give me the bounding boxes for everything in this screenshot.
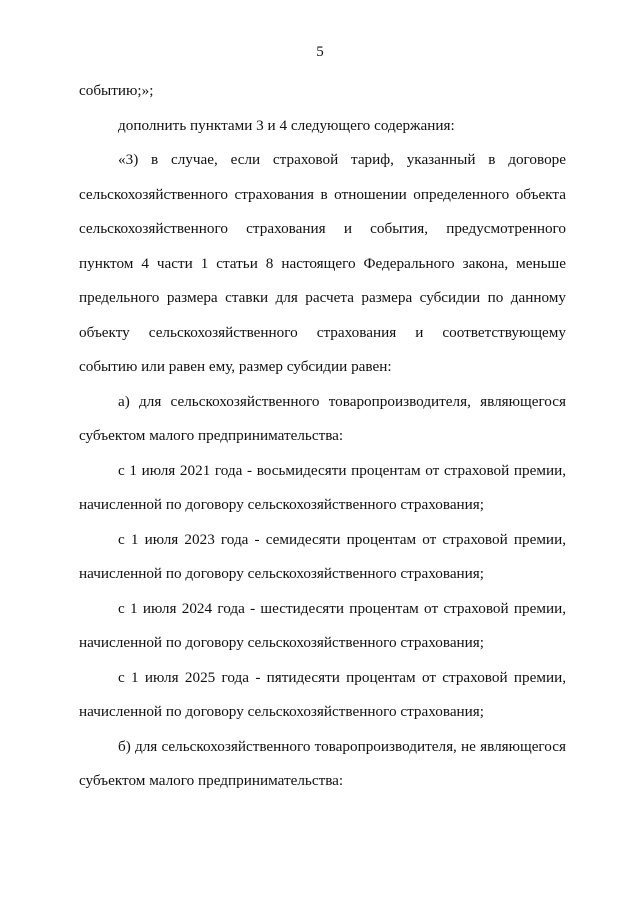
paragraph-rate-2023: с 1 июля 2023 года - семидесяти процентам от страховой премии, начисленной по договору сельскохозяйственного страхования; bbox=[79, 530, 566, 582]
paragraph-subpoint-b: б) для сельскохозяйственного товаропроизводителя, не являющегося субъектом малого предпринимательства: bbox=[79, 737, 566, 789]
document-body bbox=[79, 74, 566, 799]
paragraph-rate-2024: с 1 июля 2024 года - шестидесяти процентам от страховой премии, начисленной по договору сельскохозяйственного страхования; bbox=[79, 599, 566, 651]
paragraph-rate-2025: с 1 июля 2025 года - пятидесяти процентам от страховой премии, начисленной по договору сельскохозяйственного страхования; bbox=[79, 668, 566, 720]
paragraph-point-3: «3) в случае, если страховой тариф, указанный в договоре сельскохозяйственного страхования в отношении определенного объекта сельскохозяйственного страхования и события, предусмотренного пунктом 4 части 1 статьи 8 настоящего Федерального закона, меньше предельного размера ставки для расчета размера субсидии по данному объекту сельскохозяйственного страхования и соответствующему событию или равен ему, размер субсидии равен: bbox=[79, 151, 566, 375]
page-number: 5 bbox=[316, 44, 324, 60]
paragraph-rate-2021: с 1 июля 2021 года - восьмидесяти процентам от страховой премии, начисленной по договору сельскохозяйственного страхования; bbox=[79, 461, 566, 513]
paragraph-amendment-intro: дополнить пунктами 3 и 4 следующего содержания: bbox=[118, 116, 455, 134]
paragraph-ending: событию;»; bbox=[79, 82, 154, 99]
paragraph-subpoint-a: а) для сельскохозяйственного товаропроизводителя, являющегося субъектом малого предпринимательства: bbox=[79, 392, 566, 444]
